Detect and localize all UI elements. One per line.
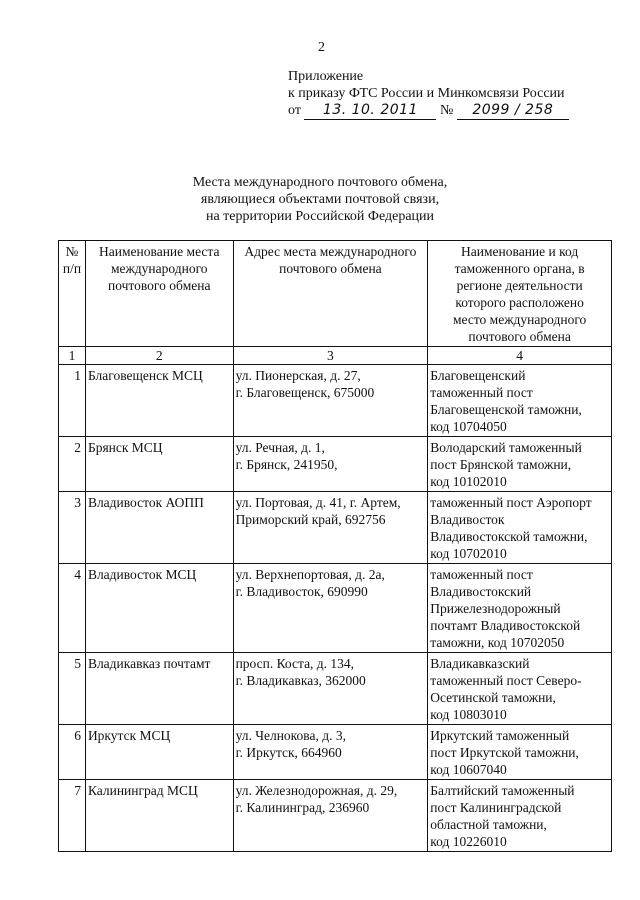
table-body [59, 365, 612, 852]
table-row [59, 492, 612, 564]
customs-line: Иркутский таможенный [430, 728, 570, 743]
table-row [59, 725, 612, 780]
title-line-2: являющиеся объектами почтовой связи, [200, 192, 440, 207]
title-line-1: Места международного почтового обмена, [192, 175, 448, 190]
customs-line: Прижелезнодорожный [430, 601, 561, 616]
column-index: 1 [59, 347, 86, 365]
table-row [59, 653, 612, 725]
customs-line: Володарский таможенный [430, 440, 582, 455]
place-name: Владивосток МСЦ [85, 564, 233, 653]
column-index: 2 [85, 347, 233, 365]
place-name: Калининград МСЦ [85, 780, 233, 852]
customs-line: код 10803010 [430, 707, 507, 722]
address-line: ул. Железнодорожная, д. 29, [235, 783, 398, 798]
address-line: ул. Речная, д. 1, [235, 440, 325, 455]
address-line: Приморский край, 692756 [235, 512, 386, 527]
table-row [59, 437, 612, 492]
address-line: просп. Коста, д. 134, [235, 656, 355, 671]
header-place-name: Наименование места международного почтового обмена [85, 241, 233, 347]
place-address [233, 725, 428, 780]
row-number: 3 [59, 492, 86, 564]
customs-line: Владикавказский [430, 656, 530, 671]
header-address: Адрес места международного почтового обмена [233, 241, 428, 347]
appendix-block [288, 68, 569, 120]
title-line-3: на территории Российской Федерации [205, 209, 435, 224]
appendix-order-reference: к приказу ФТС России и Минкомсвязи России [288, 86, 565, 101]
row-number: 1 [59, 365, 86, 437]
table-row [59, 780, 612, 852]
place-name: Брянск МСЦ [85, 437, 233, 492]
address-line: ул. Портовая, д. 41, г. Артем, [235, 495, 401, 510]
header-customs-body: Наименование и код таможенного органа, в регионе деятельности которого расположено место международного почтового обмена [428, 241, 612, 347]
customs-line: почтамт Владивостокской [430, 618, 581, 633]
customs-line: Осетинской таможни, [430, 690, 556, 705]
date-prefix: от [288, 103, 301, 118]
customs-line: таможенный пост Северо- [430, 673, 582, 688]
customs-line: Владивостокской таможни, [430, 529, 588, 544]
place-name: Иркутск МСЦ [85, 725, 233, 780]
customs-line: таможенный пост [430, 385, 533, 400]
address-line: ул. Челнокова, д. 3, [235, 728, 346, 743]
place-address [233, 780, 428, 852]
customs-line: Балтийский таможенный [430, 783, 575, 798]
customs-body [428, 653, 612, 725]
place-name: Владикавказ почтамт [85, 653, 233, 725]
row-number: 7 [59, 780, 86, 852]
customs-line: код 10102010 [430, 474, 507, 489]
place-address [233, 365, 428, 437]
place-address [233, 437, 428, 492]
customs-body [428, 437, 612, 492]
customs-line: Благовещенский [430, 368, 526, 383]
customs-line: таможни, код 10702050 [430, 635, 565, 650]
table-row [59, 365, 612, 437]
exchange-places-table [58, 240, 612, 852]
customs-body [428, 365, 612, 437]
document-title [0, 174, 640, 225]
row-number: 2 [59, 437, 86, 492]
place-address [233, 653, 428, 725]
appendix-date-number-line [288, 102, 569, 120]
place-address [233, 564, 428, 653]
address-line: г. Владивосток, 690990 [235, 584, 368, 599]
customs-line: Владивосток [430, 512, 505, 527]
column-index: 4 [428, 347, 612, 365]
header-number: № п/п [59, 241, 86, 347]
customs-line: Владивостокский [430, 584, 532, 599]
address-line: г. Калининград, 236960 [235, 800, 370, 815]
handwritten-order-number: 2099 / 258 [457, 102, 569, 120]
customs-line: пост Иркутской таможни, [430, 745, 579, 760]
customs-line: код 10607040 [430, 762, 507, 777]
customs-line: пост Брянской таможни, [430, 457, 572, 472]
customs-body [428, 725, 612, 780]
row-number: 6 [59, 725, 86, 780]
place-name: Благовещенск МСЦ [85, 365, 233, 437]
customs-line: Благовещенской таможни, [430, 402, 582, 417]
column-index-row [59, 347, 612, 365]
customs-body [428, 564, 612, 653]
place-name: Владивосток АОПП [85, 492, 233, 564]
address-line: ул. Пионерская, д. 27, [235, 368, 361, 383]
address-line: г. Брянск, 241950, [235, 457, 338, 472]
column-index: 3 [233, 347, 428, 365]
customs-line: пост Калининградской [430, 800, 562, 815]
handwritten-date: 13. 10. 2011 [304, 102, 436, 120]
customs-line: код 10704050 [430, 419, 507, 434]
row-number: 5 [59, 653, 86, 725]
address-line: г. Благовещенск, 675000 [235, 385, 375, 400]
appendix-label: Приложение [288, 69, 364, 84]
customs-line: таможенный пост Аэропорт [430, 495, 592, 510]
table-header-row [59, 241, 612, 347]
place-address [233, 492, 428, 564]
customs-line: код 10702010 [430, 546, 507, 561]
address-line: г. Иркутск, 664960 [235, 745, 342, 760]
row-number: 4 [59, 564, 86, 653]
customs-line: код 10226010 [430, 834, 507, 849]
customs-line: областной таможни, [430, 817, 547, 832]
customs-line: таможенный пост [430, 567, 533, 582]
address-line: ул. Верхнепортовая, д. 2а, [235, 567, 385, 582]
customs-body [428, 780, 612, 852]
address-line: г. Владикавказ, 362000 [235, 673, 366, 688]
table-row [59, 564, 612, 653]
number-prefix: № [439, 103, 454, 118]
customs-body [428, 492, 612, 564]
page-number: 2 [318, 40, 325, 55]
